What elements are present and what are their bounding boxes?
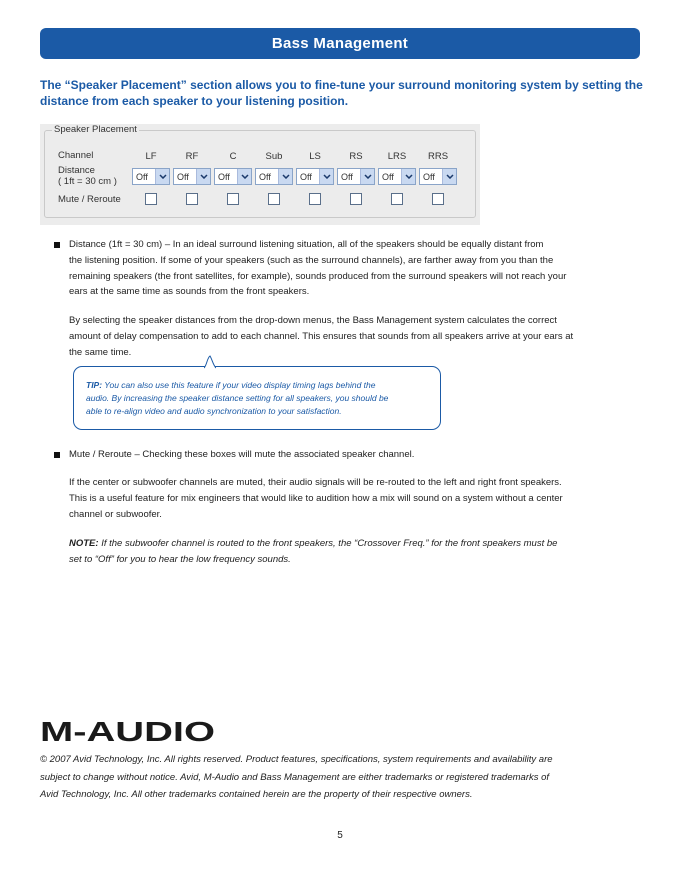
text-line: the listening position. If some of your speakers (such as the surround channels), are farther away from you than the xyxy=(69,254,554,266)
chevron-down-icon xyxy=(155,169,169,184)
chevron-down-icon xyxy=(278,169,292,184)
distance-value: Off xyxy=(177,171,189,182)
chevron-down-icon xyxy=(401,169,415,184)
group-legend: Speaker Placement xyxy=(54,124,137,135)
speaker-placement-group xyxy=(44,124,476,218)
mute-checkbox-rs[interactable] xyxy=(350,193,362,205)
distance-value: Off xyxy=(341,171,353,182)
text-line: ears at the same time as sounds from the front speakers. xyxy=(69,286,310,298)
distance-row-label: Distance xyxy=(58,165,95,176)
text-line: Mute / Reroute – Checking these boxes will mute the associated speaker channel. xyxy=(69,449,415,460)
text-line: This is a useful feature for mix engineers that would like to audition how a mix will sound on a system without a center xyxy=(69,492,563,504)
note-text-1: If the subwoofer channel is routed to the front speakers, the “Crossover Freq.” for the front speakers must be xyxy=(98,538,558,549)
text-line: If the center or subwoofer channels are muted, their audio signals will be re-routed to the left and right front speakers. xyxy=(69,477,562,488)
channel-header-sub: Sub xyxy=(265,151,283,162)
chevron-down-icon xyxy=(360,169,374,184)
bullet-marker xyxy=(54,242,60,248)
intro-text: The “Speaker Placement” section allows you to fine-tune your surround monitoring system by setting the distance from each speaker to your listening position. xyxy=(40,78,643,108)
mute-description-2 xyxy=(69,475,639,522)
text-line: amount of delay compensation to add to each channel. This ensures that sounds from all speakers arrive at your ears at xyxy=(69,330,574,342)
page-number: 5 xyxy=(337,830,343,841)
mute-checkbox-ls[interactable] xyxy=(309,193,321,205)
tip-line-2: audio. By increasing the speaker distance setting for all speakers, you should be xyxy=(86,393,389,404)
channel-header-rrs: RRS xyxy=(427,151,449,162)
distance-value: Off xyxy=(136,171,148,182)
bullet-marker xyxy=(54,452,60,458)
distance-value: Off xyxy=(423,171,435,182)
chevron-down-icon xyxy=(196,169,210,184)
copyright-text xyxy=(40,751,640,804)
text-line: By selecting the speaker distances from the drop-down menus, the Bass Management system calculates the correct xyxy=(69,315,557,326)
channel-header-lf: LF xyxy=(145,151,157,162)
tip-text xyxy=(86,379,436,419)
copyright-line-3: Avid Technology, Inc. All other trademarks contained herein are the property of their respective owners. xyxy=(40,789,473,800)
text-line: the same time. xyxy=(69,346,132,358)
distance-unit-label: ( 1ft = 30 cm ) xyxy=(58,176,117,187)
speaker-placement-panel xyxy=(40,124,480,225)
mute-description xyxy=(69,447,639,463)
distance-select-lrs[interactable] xyxy=(378,168,416,185)
distance-description-2 xyxy=(69,313,639,360)
mute-checkbox-lrs[interactable] xyxy=(391,193,403,205)
distance-select-rs[interactable] xyxy=(337,168,375,185)
chevron-down-icon xyxy=(237,169,251,184)
distance-select-ls[interactable] xyxy=(296,168,334,185)
note-block xyxy=(69,536,639,568)
section-header xyxy=(40,28,640,59)
note-label: NOTE: xyxy=(69,538,99,549)
distance-description xyxy=(69,237,639,300)
distance-value: Off xyxy=(218,171,230,182)
distance-select-rf[interactable] xyxy=(173,168,211,185)
text-line: channel or subwoofer. xyxy=(69,508,162,520)
tip-line-3: able to re-align video and audio synchronization to your satisfaction. xyxy=(86,406,342,417)
mute-row-label: Mute / Reroute xyxy=(58,194,121,205)
channel-header-ls: LS xyxy=(309,151,321,162)
section-title: Bass Management xyxy=(271,35,409,52)
distance-select-lf[interactable] xyxy=(132,168,170,185)
text-line: Distance (1ft = 30 cm) – In an ideal surround listening situation, all of the speakers should be equally distant from xyxy=(69,239,544,250)
copyright-line-2: subject to change without notice. Avid, M-Audio and Bass Management are either trademarks or registered trademarks of xyxy=(40,771,550,783)
chevron-down-icon xyxy=(442,169,456,184)
channel-row-label: Channel xyxy=(58,150,94,161)
m-audio-logo xyxy=(40,718,220,746)
mute-checkbox-c[interactable] xyxy=(227,193,239,205)
tip-callout xyxy=(73,366,441,430)
distance-select-rrs[interactable] xyxy=(419,168,457,185)
distance-select-sub[interactable] xyxy=(255,168,293,185)
mute-checkbox-rf[interactable] xyxy=(186,193,198,205)
channel-header-c: C xyxy=(229,151,237,162)
callout-pointer xyxy=(204,355,216,369)
channel-header-rs: RS xyxy=(349,151,363,162)
note-line-2: set to “Off” for you to hear the low frequency sounds. xyxy=(69,553,291,565)
distance-select-c[interactable] xyxy=(214,168,252,185)
logo-text: M-AUDIO xyxy=(40,718,215,746)
mute-checkbox-rrs[interactable] xyxy=(432,193,444,205)
distance-value: Off xyxy=(259,171,271,182)
tip-line-1: You can also use this feature if your video display timing lags behind the xyxy=(102,380,376,390)
note-line-1 xyxy=(69,536,639,552)
distance-value: Off xyxy=(300,171,312,182)
copyright-line-1: © 2007 Avid Technology, Inc. All rights reserved. Product features, specifications, system requirements and availability are xyxy=(40,754,553,765)
tip-label: TIP: xyxy=(86,380,103,390)
mute-checkbox-lf[interactable] xyxy=(145,193,157,205)
mute-checkbox-sub[interactable] xyxy=(268,193,280,205)
channel-header-lrs: LRS xyxy=(387,151,407,162)
text-line: remaining speakers (the front satellites, for example), sounds produced from the surround speakers will not reach your xyxy=(69,270,567,282)
distance-value: Off xyxy=(382,171,394,182)
channel-header-rf: RF xyxy=(185,151,199,162)
chevron-down-icon xyxy=(319,169,333,184)
